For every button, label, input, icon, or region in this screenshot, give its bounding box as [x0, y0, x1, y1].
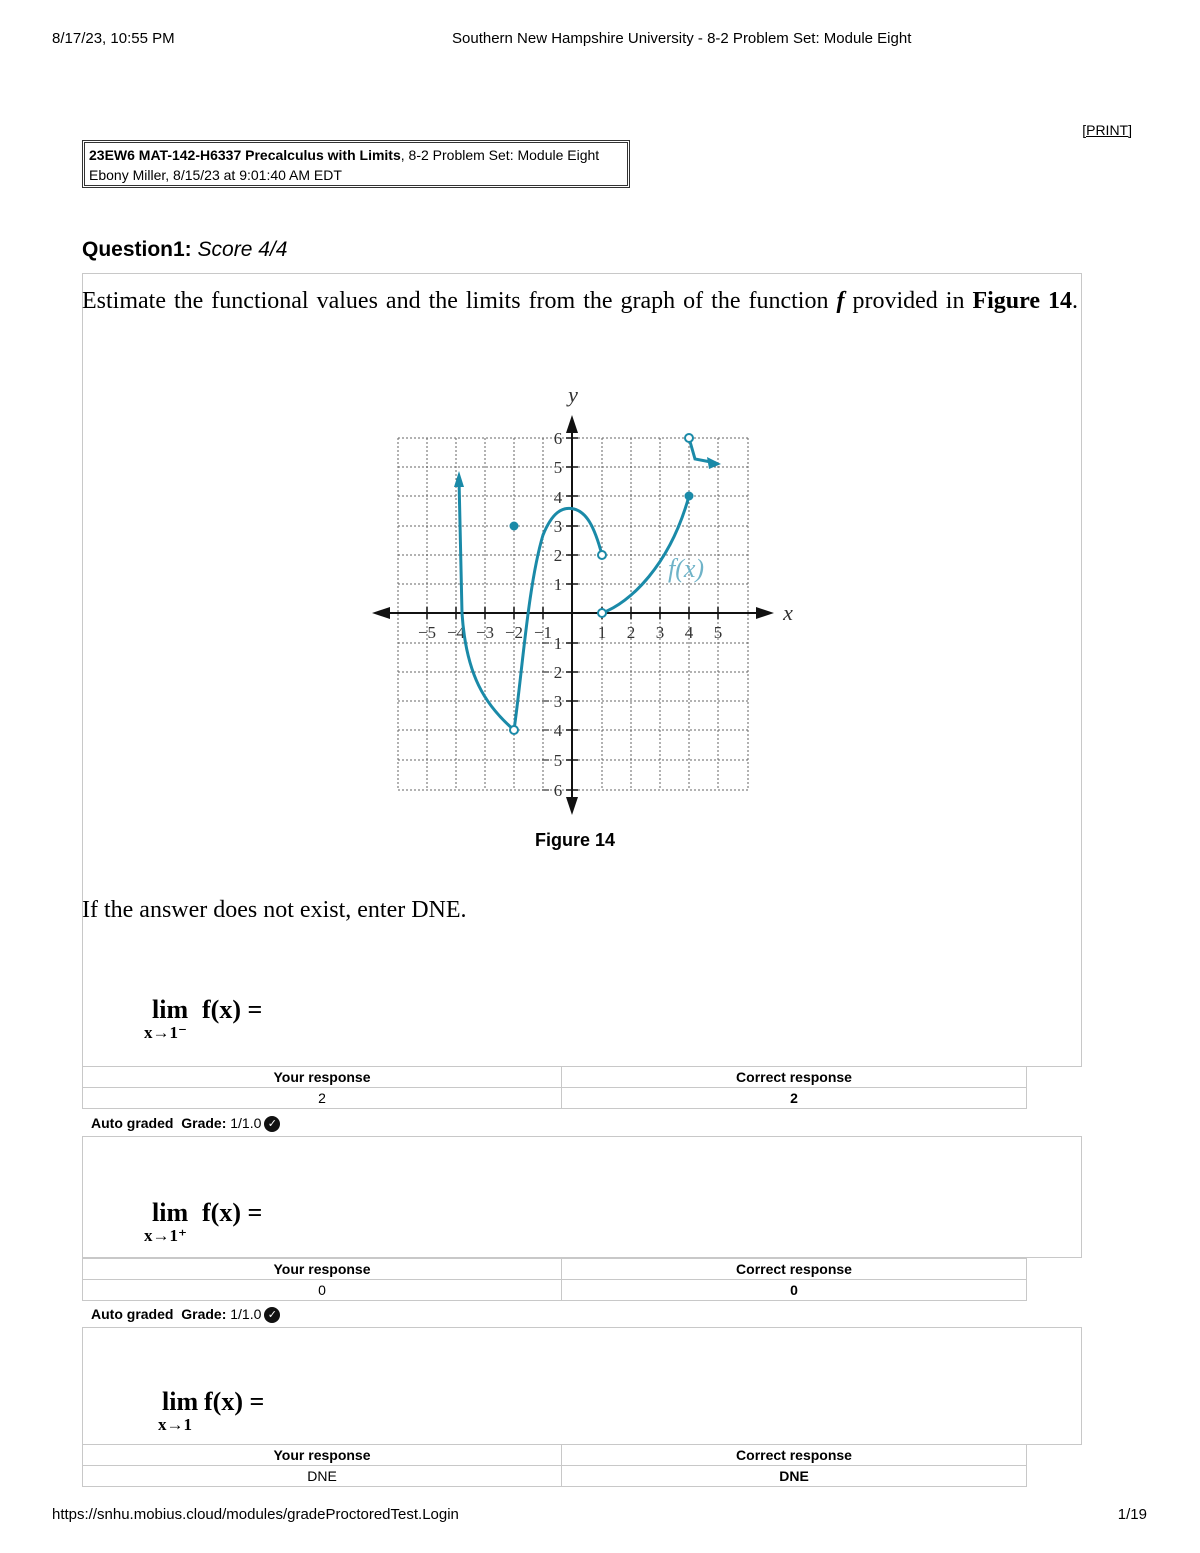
limit-subscript: x→1⁺ — [144, 1226, 187, 1245]
print-link[interactable]: [PRINT] — [1082, 122, 1132, 138]
response-table-3 — [82, 1444, 1027, 1487]
y-tick-label-neg: 2 — [553, 663, 563, 682]
limit-lim: lim — [152, 995, 189, 1024]
x-tick-label: 5 — [713, 623, 723, 642]
x-tick-label: 4 — [684, 623, 694, 642]
closed-point — [510, 522, 519, 531]
grade-line-1 — [91, 1115, 280, 1132]
y-tick-label: 5 — [553, 458, 563, 477]
correct-response-value: DNE — [562, 1466, 1027, 1487]
check-icon: ✓ — [264, 1116, 280, 1132]
check-icon: ✓ — [264, 1307, 280, 1323]
question-prompt — [82, 283, 1082, 319]
x-axis-label: x — [783, 600, 793, 625]
prompt-period: . — [1072, 288, 1079, 314]
function-graph — [360, 375, 810, 820]
y-tick-label: 6 — [553, 429, 563, 448]
assignment-name: , 8-2 Problem Set: Module Eight — [400, 147, 600, 163]
grade-word: Grade: — [181, 1306, 227, 1322]
grade-label: Auto graded — [91, 1115, 174, 1131]
y-tick-label: 3 — [553, 517, 563, 536]
your-response-value: 2 — [83, 1088, 562, 1109]
prompt-text-2: provided in — [852, 288, 965, 314]
grade-word: Grade: — [181, 1115, 227, 1131]
correct-response-header: Correct response — [562, 1445, 1027, 1466]
grade-value: 1/1.0 — [230, 1306, 262, 1322]
your-response-value: 0 — [83, 1280, 562, 1301]
y-tick-label: 4 — [553, 488, 563, 507]
student-info: Ebony Miller, 8/15/23 at 9:01:40 AM EDT — [89, 167, 342, 183]
y-tick-label-neg: 4 — [553, 721, 563, 740]
your-response-header: Your response — [83, 1067, 562, 1088]
prompt-text: Estimate the functional values and the limits from the graph of the function — [82, 288, 829, 314]
limit-lim: lim — [152, 1198, 189, 1227]
your-response-value: DNE — [83, 1466, 562, 1487]
figure-caption: Figure 14 — [535, 830, 616, 850]
correct-response-value: 0 — [562, 1280, 1027, 1301]
your-response-header: Your response — [83, 1259, 562, 1280]
correct-response-value: 2 — [562, 1088, 1027, 1109]
x-tick-label: 3 — [655, 623, 665, 642]
x-tick-label: −1 — [533, 623, 553, 642]
response-table-2 — [82, 1258, 1027, 1301]
open-point — [510, 726, 518, 734]
x-tick-label: −2 — [504, 623, 524, 642]
course-info-box — [82, 140, 630, 188]
dne-instruction: If the answer does not exist, enter DNE. — [82, 897, 467, 923]
correct-response-header: Correct response — [562, 1259, 1027, 1280]
x-tick-label: −3 — [475, 623, 495, 642]
print-page-number: 1/19 — [1117, 1506, 1147, 1523]
grade-label: Auto graded — [91, 1306, 174, 1322]
question-title — [82, 238, 287, 262]
print-page-title: Southern New Hampshire University - 8-2 Problem Set: Module Eight — [452, 30, 912, 47]
x-tick-label: −4 — [446, 623, 466, 642]
limit-expr: f(x) = — [202, 995, 263, 1024]
limit-subscript: x→1 — [158, 1415, 192, 1434]
prompt-figure-ref: Figure 14 — [972, 288, 1073, 314]
y-axis-label: y — [568, 382, 578, 407]
limit-expr: f(x) = — [202, 1198, 263, 1227]
prompt-function: f — [836, 288, 845, 314]
question-part-box-3 — [82, 1327, 1082, 1445]
open-point — [598, 551, 606, 559]
y-tick-label-neg: 1 — [553, 634, 563, 653]
correct-response-header: Correct response — [562, 1067, 1027, 1088]
y-tick-label: 1 — [553, 575, 563, 594]
x-tick-label: 1 — [597, 623, 607, 642]
question-score: Score 4/4 — [197, 238, 288, 261]
question-part-box-2 — [82, 1136, 1082, 1258]
limit-lim: lim — [162, 1387, 199, 1416]
print-url: https://snhu.mobius.cloud/modules/gradeProctoredTest.Login — [52, 1506, 459, 1523]
y-tick-label: 2 — [553, 546, 563, 565]
course-name: 23EW6 MAT-142-H6337 Precalculus with Limits — [89, 147, 401, 163]
limit-subscript: x→1⁻ — [144, 1023, 187, 1042]
your-response-header: Your response — [83, 1445, 562, 1466]
y-tick-label-neg: 6 — [553, 781, 563, 800]
x-tick-label: −5 — [417, 623, 437, 642]
limit-expr: f(x) = — [204, 1387, 265, 1416]
response-table-1 — [82, 1066, 1027, 1109]
x-tick-label: 2 — [626, 623, 636, 642]
question-label: Question1: — [82, 238, 192, 261]
print-datetime: 8/17/23, 10:55 PM — [52, 30, 175, 47]
y-tick-label-neg: 3 — [553, 692, 563, 711]
closed-point — [685, 492, 694, 501]
grade-value: 1/1.0 — [230, 1115, 262, 1131]
open-point — [685, 434, 693, 442]
open-point — [598, 609, 606, 617]
curve-label: f(x) — [668, 554, 705, 583]
grade-line-2 — [91, 1306, 280, 1323]
graph-axes — [372, 415, 774, 815]
y-tick-label-neg: 5 — [553, 751, 563, 770]
